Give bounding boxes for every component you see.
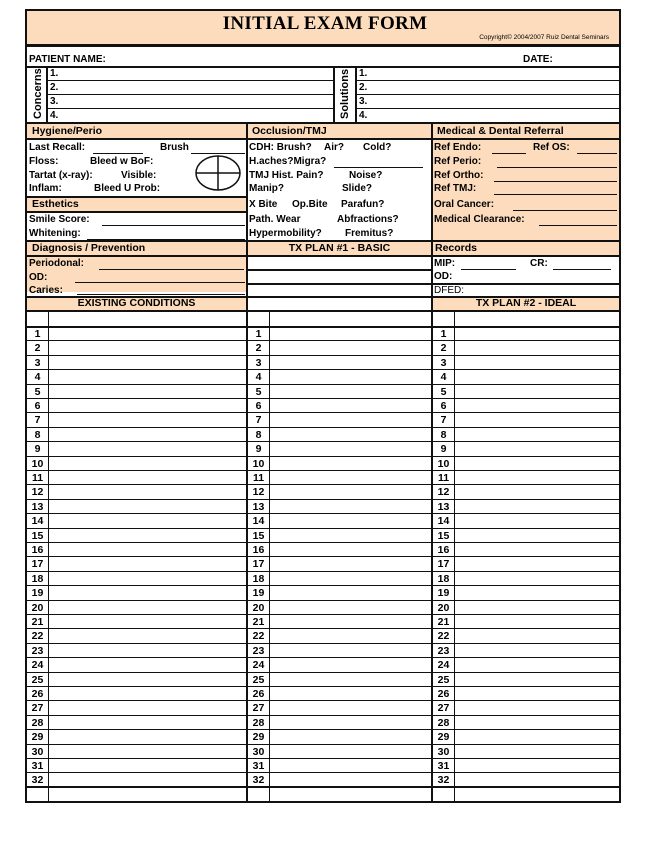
tx-plan-2-row[interactable] bbox=[433, 442, 619, 456]
row-number: 6 bbox=[255, 400, 262, 412]
parafun-label: Parafun? bbox=[341, 199, 385, 210]
diagnosis-title: Diagnosis / Prevention bbox=[32, 242, 146, 254]
tx-plan-1-row[interactable] bbox=[248, 601, 431, 615]
tx-plan-2-row[interactable] bbox=[433, 485, 619, 499]
tx-plan-2-row[interactable] bbox=[433, 759, 619, 773]
existing-conditions-row[interactable] bbox=[27, 341, 246, 355]
row-number: 31 bbox=[31, 760, 44, 772]
hygiene-header bbox=[27, 124, 246, 138]
existing-conditions-row[interactable] bbox=[27, 572, 246, 586]
tx-plan-1-row[interactable] bbox=[248, 399, 431, 413]
row-number: 25 bbox=[252, 673, 265, 686]
tx-plan-1-row[interactable] bbox=[248, 428, 431, 442]
tx-plan-1-row[interactable] bbox=[248, 457, 431, 471]
row-number: 10 bbox=[31, 457, 44, 470]
tx-plan-2-row[interactable] bbox=[433, 601, 619, 615]
row-number: 2 bbox=[255, 342, 262, 355]
row-number: 15 bbox=[252, 529, 265, 542]
divider bbox=[48, 108, 333, 109]
referral-title: Medical & Dental Referral bbox=[437, 125, 564, 137]
patient-name-label: PATIENT NAME: bbox=[29, 54, 106, 65]
solutions-label: Solutions bbox=[339, 68, 351, 119]
row-number: 1 bbox=[255, 328, 262, 340]
air-label: Air? bbox=[324, 142, 344, 153]
existing-conditions-row[interactable] bbox=[27, 629, 246, 643]
ref-endo-label: Ref Endo: bbox=[434, 142, 482, 153]
diagnosis-od-field[interactable] bbox=[75, 282, 245, 283]
divider bbox=[246, 138, 431, 140]
tx-plan-2-row[interactable] bbox=[433, 413, 619, 427]
existing-conditions-row[interactable] bbox=[27, 356, 246, 370]
tx-plan-1-row[interactable] bbox=[248, 629, 431, 643]
tx-plan-1-row[interactable] bbox=[248, 615, 431, 629]
row-number: 15 bbox=[31, 529, 44, 542]
concern-item-3[interactable]: 3. bbox=[50, 96, 59, 107]
existing-conditions-row[interactable] bbox=[27, 500, 246, 514]
tx-plan-2-header bbox=[433, 298, 619, 310]
quadrant-circle-icon[interactable] bbox=[194, 154, 242, 192]
tx-plan-1-row[interactable] bbox=[248, 543, 431, 557]
last-recall-label: Last Recall: bbox=[29, 142, 86, 153]
tx-plan-1-row[interactable] bbox=[248, 644, 431, 658]
row-number: 19 bbox=[252, 587, 265, 600]
row-number: 24 bbox=[437, 659, 450, 672]
tx-plan-1-row[interactable] bbox=[248, 586, 431, 600]
tx-plan-2-row[interactable] bbox=[433, 629, 619, 643]
row-number: 17 bbox=[252, 558, 265, 571]
row-number: 10 bbox=[437, 457, 450, 470]
tx-plan-1-row[interactable] bbox=[248, 500, 431, 514]
divider bbox=[27, 786, 619, 788]
tx-plan-1-row[interactable] bbox=[248, 485, 431, 499]
existing-conditions-row[interactable] bbox=[27, 601, 246, 615]
tx-plan-1-row[interactable] bbox=[248, 658, 431, 672]
tx-plan-1-row[interactable] bbox=[248, 745, 431, 759]
tx-plan-2-row[interactable] bbox=[433, 356, 619, 370]
existing-conditions-header bbox=[27, 298, 246, 310]
tx-plan-1-row[interactable] bbox=[248, 442, 431, 456]
tx-plan-2-row[interactable] bbox=[433, 557, 619, 571]
cr-field[interactable] bbox=[553, 269, 611, 270]
tx-plan-2-title: TX PLAN #2 - IDEAL bbox=[475, 297, 577, 309]
existing-conditions-row[interactable] bbox=[27, 385, 246, 399]
row-number: 13 bbox=[31, 500, 44, 513]
row-number: 21 bbox=[252, 616, 265, 628]
row-number: 27 bbox=[252, 702, 265, 715]
row-number: 24 bbox=[31, 659, 44, 672]
row-number: 25 bbox=[31, 673, 44, 686]
divider bbox=[357, 108, 619, 109]
concern-item-1[interactable]: 1. bbox=[50, 68, 59, 79]
solution-item-2[interactable]: 2. bbox=[359, 82, 368, 93]
records-od-label: OD: bbox=[434, 271, 453, 282]
tx-plan-1-header bbox=[248, 242, 431, 255]
haches-field[interactable] bbox=[334, 167, 423, 168]
row-number: 23 bbox=[31, 644, 44, 657]
row-number: 17 bbox=[31, 558, 44, 571]
row-number: 32 bbox=[437, 774, 450, 787]
row-number: 23 bbox=[437, 644, 450, 657]
existing-conditions-row[interactable] bbox=[27, 673, 246, 687]
row-number: 29 bbox=[31, 731, 44, 744]
existing-conditions-row[interactable] bbox=[27, 730, 246, 744]
row-number: 7 bbox=[440, 414, 447, 427]
floss-label: Floss: bbox=[29, 156, 59, 167]
row-number: 18 bbox=[437, 572, 450, 585]
divider bbox=[27, 255, 619, 257]
tx-plan-1-row[interactable] bbox=[248, 572, 431, 586]
existing-conditions-row[interactable] bbox=[27, 543, 246, 557]
row-number: 16 bbox=[31, 544, 44, 556]
divider bbox=[27, 66, 619, 68]
tx-plan-1-row[interactable] bbox=[248, 730, 431, 744]
oral-cancer-field[interactable] bbox=[513, 210, 617, 211]
row-number: 18 bbox=[252, 572, 265, 585]
bleed-bof-label: Bleed w BoF: bbox=[90, 156, 154, 167]
ref-ortho-label: Ref Ortho: bbox=[434, 170, 484, 181]
divider bbox=[27, 211, 246, 213]
existing-conditions-row[interactable] bbox=[27, 586, 246, 600]
haches-label: H.aches?Migra? bbox=[249, 156, 327, 167]
solution-item-1[interactable]: 1. bbox=[359, 68, 368, 79]
tx-plan-1-row[interactable] bbox=[248, 701, 431, 715]
row-number: 30 bbox=[437, 745, 450, 758]
bleed-prob-label: Bleed U Prob: bbox=[94, 183, 161, 194]
divider bbox=[246, 269, 431, 271]
slide-label: Slide? bbox=[342, 183, 373, 194]
existing-conditions-row[interactable] bbox=[27, 658, 246, 672]
tx-plan-2-row[interactable] bbox=[433, 687, 619, 701]
patient-name-field[interactable] bbox=[117, 51, 501, 67]
concern-item-2[interactable]: 2. bbox=[50, 82, 59, 93]
visible-label: Visible: bbox=[121, 170, 157, 181]
row-number: 16 bbox=[437, 544, 450, 556]
divider bbox=[27, 138, 246, 140]
existing-conditions-row[interactable] bbox=[27, 327, 246, 341]
smile-score-label: Smile Score: bbox=[29, 214, 90, 225]
manip-label: Manip? bbox=[249, 183, 284, 194]
brush-label: Brush bbox=[160, 142, 189, 153]
divider bbox=[246, 296, 431, 298]
tx-plan-1-row[interactable] bbox=[248, 514, 431, 528]
form-title: INITIAL EXAM FORM bbox=[222, 13, 428, 34]
row-number: 28 bbox=[252, 716, 265, 729]
cold-label: Cold? bbox=[363, 142, 392, 153]
row-number: 4 bbox=[255, 371, 262, 384]
existing-conditions-row[interactable] bbox=[27, 529, 246, 543]
existing-conditions-row[interactable] bbox=[27, 399, 246, 413]
divider bbox=[333, 66, 335, 123]
copyright-text: Copyright© 2004/2007 Ruiz Dental Seminars bbox=[479, 34, 609, 41]
mip-field[interactable] bbox=[461, 269, 516, 270]
oral-cancer-label: Oral Cancer: bbox=[434, 199, 495, 210]
row-number: 14 bbox=[252, 515, 265, 528]
tmj-pain-label: TMJ Hist. Pain? bbox=[249, 170, 324, 181]
row-number: 10 bbox=[252, 457, 265, 470]
divider bbox=[48, 80, 333, 81]
divider bbox=[357, 94, 619, 95]
row-number: 9 bbox=[440, 443, 447, 456]
row-number: 7 bbox=[34, 414, 41, 427]
caries-label: Caries: bbox=[29, 285, 63, 296]
ref-ortho-field[interactable] bbox=[494, 181, 617, 182]
existing-conditions-row[interactable] bbox=[27, 687, 246, 701]
row-number: 27 bbox=[31, 702, 44, 715]
row-number: 26 bbox=[437, 688, 450, 700]
path-wear-label: Path. Wear bbox=[249, 214, 301, 225]
row-number: 11 bbox=[252, 472, 265, 484]
divider bbox=[431, 138, 619, 140]
tx-plan-2-row[interactable] bbox=[433, 716, 619, 730]
row-number: 22 bbox=[437, 630, 450, 643]
tx-plan-2-row[interactable] bbox=[433, 385, 619, 399]
fremitus-label: Fremitus? bbox=[345, 228, 394, 239]
row-number: 31 bbox=[437, 760, 450, 772]
row-number: 14 bbox=[31, 515, 44, 528]
tx-plan-2-row[interactable] bbox=[433, 572, 619, 586]
row-number: 32 bbox=[252, 774, 265, 787]
existing-conditions-row[interactable] bbox=[27, 471, 246, 485]
divider bbox=[27, 310, 619, 312]
row-number: 22 bbox=[31, 630, 44, 643]
occlusion-header bbox=[248, 124, 431, 138]
tx-plan-1-row[interactable] bbox=[248, 529, 431, 543]
tx-plan-2-row[interactable] bbox=[433, 514, 619, 528]
tx-plan-2-row[interactable] bbox=[433, 457, 619, 471]
tx-plan-2-row[interactable] bbox=[433, 370, 619, 384]
row-number: 8 bbox=[440, 428, 447, 441]
whitening-label: Whitening: bbox=[29, 228, 81, 239]
row-number: 17 bbox=[437, 558, 450, 571]
form-header bbox=[27, 11, 619, 44]
tx-plan-2-row[interactable] bbox=[433, 327, 619, 341]
smile-score-field[interactable] bbox=[102, 225, 245, 226]
row-number: 11 bbox=[437, 472, 450, 484]
periodonal-label: Periodonal: bbox=[29, 258, 85, 269]
row-number: 21 bbox=[437, 616, 450, 628]
existing-conditions-row[interactable] bbox=[27, 716, 246, 730]
row-number: 8 bbox=[255, 428, 262, 441]
medical-clearance-field[interactable] bbox=[539, 225, 617, 226]
last-recall-field[interactable] bbox=[93, 153, 143, 154]
row-number: 2 bbox=[440, 342, 447, 355]
mip-label: MIP: bbox=[434, 258, 456, 269]
row-number: 31 bbox=[252, 760, 265, 772]
ref-os-field[interactable] bbox=[577, 153, 617, 154]
row-number: 22 bbox=[252, 630, 265, 643]
row-number: 18 bbox=[31, 572, 44, 585]
row-number: 13 bbox=[252, 500, 265, 513]
tx-plan-2-row[interactable] bbox=[433, 701, 619, 715]
row-number: 30 bbox=[252, 745, 265, 758]
cr-label: CR: bbox=[530, 258, 548, 269]
tx-plan-1-row[interactable] bbox=[248, 385, 431, 399]
date-label: DATE: bbox=[523, 54, 553, 65]
existing-conditions-row[interactable] bbox=[27, 370, 246, 384]
row-number: 30 bbox=[31, 745, 44, 758]
noise-label: Noise? bbox=[349, 170, 383, 181]
date-field[interactable] bbox=[557, 51, 619, 67]
abfractions-label: Abfractions? bbox=[337, 214, 399, 225]
row-number: 12 bbox=[252, 486, 265, 499]
tx-plan-1-title: TX PLAN #1 - BASIC bbox=[288, 242, 391, 254]
existing-conditions-row[interactable] bbox=[27, 644, 246, 658]
ref-perio-label: Ref Perio: bbox=[434, 156, 482, 167]
divider bbox=[246, 122, 248, 307]
tx-plan-2-row[interactable] bbox=[433, 500, 619, 514]
esthetics-header bbox=[27, 198, 246, 211]
row-number: 4 bbox=[440, 371, 447, 384]
row-number: 12 bbox=[31, 486, 44, 499]
initial-exam-form bbox=[25, 9, 621, 803]
row-number: 24 bbox=[252, 659, 265, 672]
tartat-label: Tartat (x-ray): bbox=[29, 170, 93, 181]
tx-plan-2-row[interactable] bbox=[433, 543, 619, 557]
tx-plan-2-row[interactable] bbox=[433, 745, 619, 759]
row-number: 14 bbox=[437, 515, 450, 528]
tx-plan-1-row[interactable] bbox=[248, 673, 431, 687]
row-number: 26 bbox=[252, 688, 265, 700]
records-header bbox=[433, 242, 619, 255]
row-number: 19 bbox=[31, 587, 44, 600]
existing-conditions-row[interactable] bbox=[27, 615, 246, 629]
tx-plan-1-row[interactable] bbox=[248, 341, 431, 355]
tx-plan-1-row[interactable] bbox=[248, 687, 431, 701]
row-number: 9 bbox=[34, 443, 41, 456]
row-number: 15 bbox=[437, 529, 450, 542]
diagnosis-od-label: OD: bbox=[29, 272, 48, 283]
existing-conditions-row[interactable] bbox=[27, 701, 246, 715]
tx-plan-1-row[interactable] bbox=[248, 471, 431, 485]
dfed-label: DFED: bbox=[434, 285, 464, 296]
tx-plan-2-row[interactable] bbox=[433, 615, 619, 629]
row-number: 29 bbox=[437, 731, 450, 744]
tx-plan-1-row[interactable] bbox=[248, 327, 431, 341]
tx-plan-1-row[interactable] bbox=[248, 413, 431, 427]
tx-plan-2-row[interactable] bbox=[433, 529, 619, 543]
row-number: 5 bbox=[255, 385, 262, 398]
ref-os-label: Ref OS: bbox=[533, 142, 570, 153]
caries-field[interactable] bbox=[77, 294, 245, 295]
row-number: 9 bbox=[255, 443, 262, 456]
medical-clearance-label: Medical Clearance: bbox=[434, 214, 525, 225]
row-number: 3 bbox=[440, 356, 447, 369]
tx-plan-1-row[interactable] bbox=[248, 759, 431, 773]
existing-conditions-row[interactable] bbox=[27, 759, 246, 773]
row-number: 26 bbox=[31, 688, 44, 700]
row-number: 5 bbox=[34, 385, 41, 398]
row-number: 13 bbox=[437, 500, 450, 513]
tx-plan-1-row[interactable] bbox=[248, 370, 431, 384]
row-number: 8 bbox=[34, 428, 41, 441]
row-number: 25 bbox=[437, 673, 450, 686]
row-number: 3 bbox=[34, 356, 41, 369]
row-number: 28 bbox=[437, 716, 450, 729]
tx-plan-1-row[interactable] bbox=[248, 356, 431, 370]
row-number: 7 bbox=[255, 414, 262, 427]
tx-plan-1-row[interactable] bbox=[248, 716, 431, 730]
row-number: 5 bbox=[440, 385, 447, 398]
divider bbox=[357, 80, 619, 81]
opbite-label: Op.Bite bbox=[292, 199, 328, 210]
existing-conditions-row[interactable] bbox=[27, 457, 246, 471]
hypermobility-label: Hypermobility? bbox=[249, 228, 322, 239]
row-number: 20 bbox=[31, 601, 44, 614]
xbite-label: X Bite bbox=[249, 199, 278, 210]
hygiene-title: Hygiene/Perio bbox=[32, 125, 103, 137]
solution-item-4[interactable]: 4. bbox=[359, 110, 368, 121]
cdh-brush-label: CDH: Brush? bbox=[249, 142, 312, 153]
row-number: 27 bbox=[437, 702, 450, 715]
tx-plan-2-row[interactable] bbox=[433, 673, 619, 687]
existing-conditions-row[interactable] bbox=[27, 745, 246, 759]
row-number: 21 bbox=[31, 616, 44, 628]
row-number: 32 bbox=[31, 774, 44, 787]
tx-plan-2-row[interactable] bbox=[433, 428, 619, 442]
existing-conditions-row[interactable] bbox=[27, 557, 246, 571]
inflam-label: Inflam: bbox=[29, 183, 62, 194]
row-number: 6 bbox=[34, 400, 41, 412]
row-number: 20 bbox=[437, 601, 450, 614]
divider bbox=[27, 44, 619, 47]
tx-plan-2-row[interactable] bbox=[433, 730, 619, 744]
tx-plan-2-row[interactable] bbox=[433, 341, 619, 355]
ref-endo-field[interactable] bbox=[492, 153, 526, 154]
row-number: 1 bbox=[34, 328, 41, 340]
tx-plan-2-row[interactable] bbox=[433, 658, 619, 672]
row-number: 23 bbox=[252, 644, 265, 657]
row-number: 16 bbox=[252, 544, 265, 556]
ref-perio-field[interactable] bbox=[497, 167, 617, 168]
records-title: Records bbox=[435, 242, 478, 254]
tx-plan-2-row[interactable] bbox=[433, 399, 619, 413]
row-number: 2 bbox=[34, 342, 41, 355]
divider bbox=[48, 94, 333, 95]
row-number: 3 bbox=[255, 356, 262, 369]
row-number: 29 bbox=[252, 731, 265, 744]
row-number: 28 bbox=[31, 716, 44, 729]
tx-plan-1-row[interactable] bbox=[248, 557, 431, 571]
row-number: 4 bbox=[34, 371, 41, 384]
tx-plan-2-row[interactable] bbox=[433, 586, 619, 600]
row-number: 1 bbox=[440, 328, 447, 340]
ref-tmj-field[interactable] bbox=[494, 194, 617, 195]
tx-plan-2-row[interactable] bbox=[433, 644, 619, 658]
existing-conditions-row[interactable] bbox=[27, 442, 246, 456]
solution-item-3[interactable]: 3. bbox=[359, 96, 368, 107]
existing-conditions-row[interactable] bbox=[27, 413, 246, 427]
occlusion-title: Occlusion/TMJ bbox=[252, 125, 327, 137]
divider bbox=[246, 283, 431, 285]
row-number: 19 bbox=[437, 587, 450, 600]
tx-plan-2-row[interactable] bbox=[433, 471, 619, 485]
row-number: 6 bbox=[440, 400, 447, 412]
row-number: 12 bbox=[437, 486, 450, 499]
existing-conditions-row[interactable] bbox=[27, 428, 246, 442]
concerns-label: Concerns bbox=[32, 68, 44, 119]
existing-conditions-row[interactable] bbox=[27, 514, 246, 528]
existing-conditions-row[interactable] bbox=[27, 485, 246, 499]
concern-item-4[interactable]: 4. bbox=[50, 110, 59, 121]
row-number: 20 bbox=[252, 601, 265, 614]
row-number: 11 bbox=[31, 472, 44, 484]
ref-tmj-label: Ref TMJ: bbox=[434, 183, 477, 194]
periodonal-field[interactable] bbox=[99, 269, 244, 270]
existing-conditions-title: EXISTING CONDITIONS bbox=[77, 297, 196, 309]
esthetics-title: Esthetics bbox=[32, 198, 79, 210]
